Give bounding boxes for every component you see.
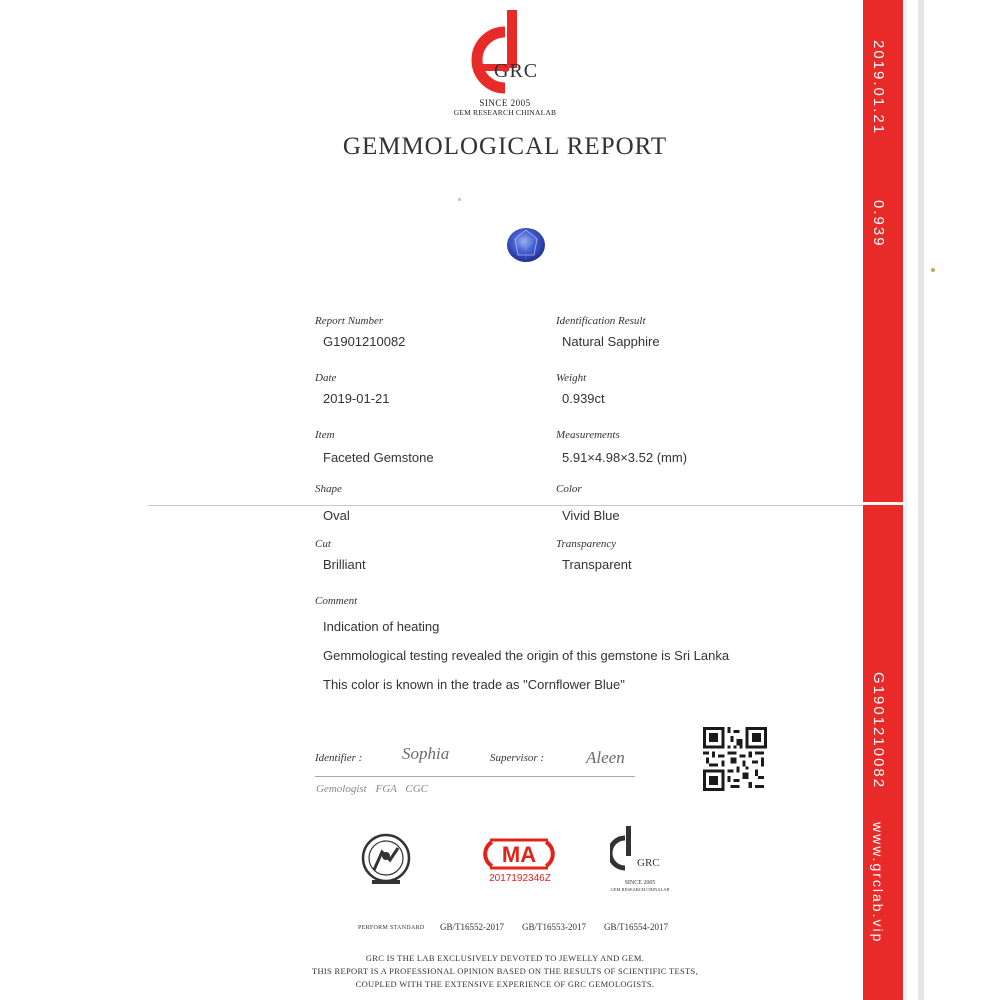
speck (931, 268, 935, 272)
band-edge (918, 0, 924, 1000)
standard-item: GB/T16554-2017 (604, 922, 668, 932)
band-website: www.grclab.vip (870, 822, 886, 944)
transparency-value: Transparent (562, 557, 632, 572)
date-value: 2019-01-21 (323, 391, 390, 406)
accreditation-seal-icon (360, 830, 412, 890)
item-label: Item (315, 429, 335, 441)
band-edge (905, 0, 907, 1000)
date-label: Date (315, 372, 337, 384)
cma-badge-icon (478, 838, 560, 870)
band-date: 2019.01.21 (870, 40, 887, 136)
identifier-signature: Sophia (402, 744, 450, 763)
color-label: Color (556, 483, 582, 495)
cut-value: Brilliant (323, 557, 366, 572)
sapphire-gem-icon (506, 227, 546, 263)
grc-small-logo-icon (610, 826, 670, 878)
identification-result-label: Identification Result (556, 315, 646, 327)
side-band-separator (863, 502, 903, 505)
signature-line (315, 776, 635, 777)
band-weight: 0.939 (870, 200, 887, 248)
speck (458, 198, 461, 201)
svg-text:MA: MA (501, 842, 537, 867)
cma-number: 2017192346Z (489, 873, 551, 884)
weight-label: Weight (556, 372, 587, 384)
since-text: SINCE 2005 (479, 98, 531, 108)
identification-result-value: Natural Sapphire (562, 334, 660, 349)
footer-line: GRC IS THE LAB EXCLUSIVELY DEVOTED TO JEWELLY AND GEM. (365, 953, 645, 963)
footer-line: THIS REPORT IS A PROFESSIONAL OPINION BASED ON THE RESULTS OF SCIENTIFIC TESTS, (312, 966, 698, 976)
grc-logo-icon (455, 10, 555, 102)
report-number-label: Report Number (315, 315, 384, 327)
qr-code-icon[interactable] (703, 727, 767, 791)
comment-label: Comment (315, 595, 358, 607)
shape-label: Shape (315, 483, 342, 495)
comment-line: This color is known in the trade as "Cornflower Blue" (323, 677, 625, 692)
identifier-label: Identifier : (315, 752, 363, 764)
item-value: Faceted Gemstone (323, 450, 434, 465)
shape-value: Oval (323, 508, 350, 523)
page-title: GEMMOLOGICAL REPORT (342, 133, 668, 160)
standards-label: PERFORM STANDARD (358, 925, 425, 931)
measurements-value: 5.91×4.98×3.52 (mm) (562, 450, 688, 465)
fold-line (148, 505, 863, 506)
standard-item: GB/T16552-2017 (440, 922, 504, 932)
cut-label: Cut (315, 538, 331, 550)
comment-line: Indication of heating (323, 619, 440, 634)
supervisor-signature: Aleen (586, 748, 625, 767)
footer-line: COUPLED WITH THE EXTENSIVE EXPERIENCE OF GRC GEMOLOGISTS. (355, 979, 655, 989)
svg-text:GRC: GRC (637, 857, 660, 869)
small-lab-text: GEM RESEARCH CHINALAB (610, 887, 670, 892)
band-report-number: G1901210082 (870, 672, 887, 790)
gemologist-credentials: Gemologist FGA CGC (316, 783, 429, 795)
measurements-label: Measurements (556, 429, 620, 441)
weight-value: 0.939ct (562, 391, 605, 406)
lab-name: GEM RESEARCH CHINALAB (453, 108, 557, 117)
color-value: Vivid Blue (562, 508, 620, 523)
logo-text: GRC (494, 60, 539, 82)
comment-line: Gemmological testing revealed the origin of this gemstone is Sri Lanka (323, 648, 730, 663)
transparency-label: Transparency (556, 538, 617, 550)
small-since-text: SINCE 2005 (624, 880, 656, 886)
standard-item: GB/T16553-2017 (522, 922, 586, 932)
supervisor-label: Supervisor : (490, 752, 545, 764)
report-number-value: G1901210082 (323, 334, 406, 349)
